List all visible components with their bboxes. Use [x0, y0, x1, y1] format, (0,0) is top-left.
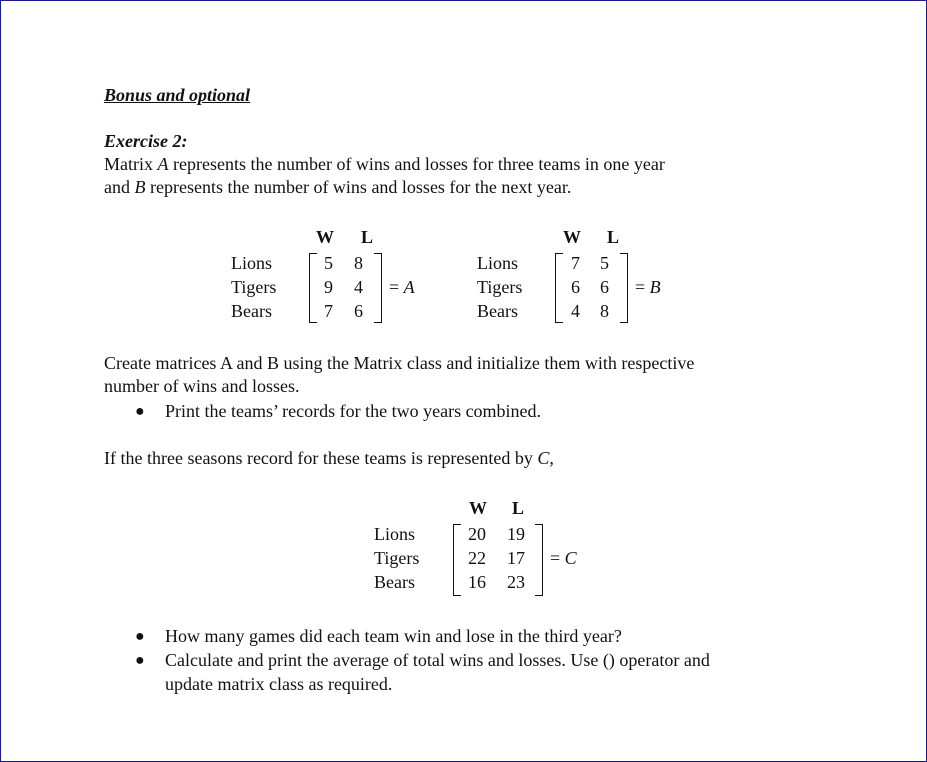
matrix-b-label-tigers: Tigers	[477, 277, 523, 297]
matrix-a-left-bracket	[309, 253, 317, 323]
matrix-a-label-tigers: Tigers	[231, 277, 277, 297]
exercise-heading: Exercise 2:	[104, 131, 188, 151]
bullet-dot: ●	[135, 652, 145, 669]
create-line-1: Create matrices A and B using the Matrix class and initialize them with respective	[104, 353, 695, 373]
matrix-a-equals: = A	[389, 277, 415, 297]
three-seasons-line: If the three seasons record for these teams is represented by C,	[104, 448, 554, 468]
intro-line-2: and B represents the number of wins and losses for the next year.	[104, 177, 572, 197]
matrix-b-cell: 8	[600, 301, 609, 321]
matrix-b-cell: 6	[600, 277, 609, 297]
matrix-c-right-bracket	[535, 524, 543, 596]
matrix-b-header-w: W	[563, 227, 581, 247]
matrix-a-cell: 4	[354, 277, 363, 297]
matrix-c-left-bracket	[453, 524, 461, 596]
matrix-c-cell: 23	[507, 572, 525, 592]
matrix-a-label-bears: Bears	[231, 301, 272, 321]
matrix-c-label-tigers: Tigers	[374, 548, 420, 568]
matrix-b-cell: 7	[571, 253, 580, 273]
matrix-c-header-w: W	[469, 498, 487, 518]
matrix-c-label-lions: Lions	[374, 524, 416, 544]
bonus-heading: Bonus and optional	[104, 85, 251, 105]
matrix-b	[477, 225, 697, 325]
matrix-c-cell: 19	[507, 524, 525, 544]
matrix-c-cell: 20	[468, 524, 486, 544]
matrix-a-cell: 7	[324, 301, 333, 321]
matrix-b-left-bracket	[555, 253, 563, 323]
matrix-a-cell: 9	[324, 277, 333, 297]
matrix-c-equals: = C	[550, 548, 577, 568]
matrix-a	[231, 225, 451, 325]
bullet-dot: ●	[135, 403, 145, 420]
matrix-a-header-w: W	[316, 227, 334, 247]
matrix-b-cell: 6	[571, 277, 580, 297]
matrix-a-cell: 6	[354, 301, 363, 321]
bullet-3-line-1: Calculate and print the average of total wins and losses. Use () operator and	[165, 650, 710, 670]
matrix-c-cell: 17	[507, 548, 525, 568]
bullet-2-text: How many games did each team win and lose in the third year?	[165, 626, 622, 646]
matrix-c-cell: 16	[468, 572, 486, 592]
matrix-a-cell: 8	[354, 253, 363, 273]
matrix-b-equals: = B	[635, 277, 661, 297]
matrix-a-label-lions: Lions	[231, 253, 273, 273]
matrix-c-cell: 22	[468, 548, 486, 568]
matrix-c-label-bears: Bears	[374, 572, 415, 592]
intro-line-1: Matrix A represents the number of wins and losses for three teams in one year	[104, 154, 665, 174]
matrix-b-cell: 4	[571, 301, 580, 321]
matrix-c-header-l: L	[512, 498, 525, 518]
bullet-3-line-2: update matrix class as required.	[165, 674, 393, 694]
matrix-a-right-bracket	[374, 253, 382, 323]
bullet-1-text: Print the teams’ records for the two years combined.	[165, 401, 542, 421]
matrix-c	[374, 496, 614, 596]
matrix-b-cell: 5	[600, 253, 609, 273]
create-line-2: number of wins and losses.	[104, 376, 300, 396]
matrix-b-label-lions: Lions	[477, 253, 519, 273]
matrix-a-cell: 5	[324, 253, 333, 273]
matrix-a-header-l: L	[361, 227, 374, 247]
matrix-b-label-bears: Bears	[477, 301, 518, 321]
matrix-b-right-bracket	[620, 253, 628, 323]
matrix-b-header-l: L	[607, 227, 620, 247]
bullet-dot: ●	[135, 628, 145, 645]
